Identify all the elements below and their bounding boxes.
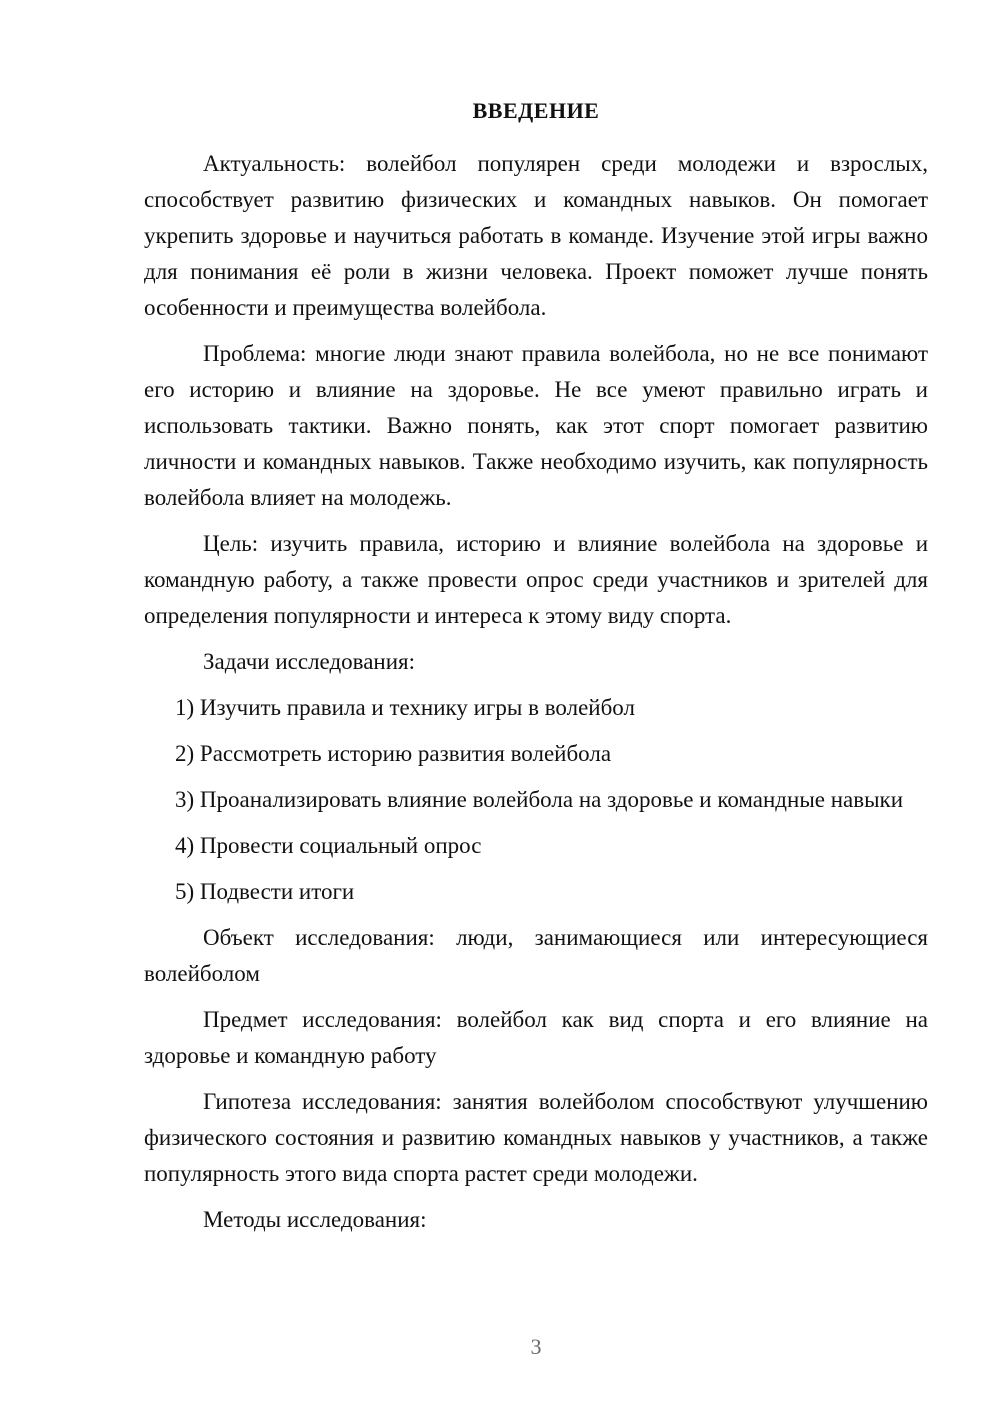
task-item-3: 3) Проанализировать влияние волейбола на здоровье и командные навыки xyxy=(175,787,904,812)
page-number: 3 xyxy=(530,1334,542,1359)
document-page xyxy=(144,0,928,1414)
document-body xyxy=(144,146,928,1248)
paragraph-goal: Цель: изучить правила, историю и влияние волейбола на здоровье и командную работу, а также провести опрос среди участников и зрителей для определения популярности и интереса к этому виду спорта. xyxy=(144,531,928,628)
task-item-1: 1) Изучить правила и технику игры в волейбол xyxy=(175,695,635,720)
task-item-5: 5) Подвести итоги xyxy=(175,879,355,904)
paragraph-problem: Проблема: многие люди знают правила волейбола, но не все понимают его историю и влияние на здоровье. Не все умеют правильно играть и использовать тактики. Важно понять, как этот спорт помогает развитию личности и командных навыков. Также необходимо изучить, как популярность волейбола влияет на молодежь. xyxy=(144,341,928,510)
paragraph-relevance: Актуальность: волейбол популярен среди молодежи и взрослых, способствует развитию физических и командных навыков. Он помогает укрепить здоровье и научиться работать в команде. Изучение этой игры важно для понимания её роли в жизни человека. Проект поможет лучше понять особенности и преимущества волейбола. xyxy=(144,151,928,320)
paragraph-methods: Методы исследования: xyxy=(203,1207,427,1232)
paragraph-subject: Предмет исследования: волейбол как вид спорта и его влияние на здоровье и командную работу xyxy=(144,1007,928,1068)
paragraph-object: Объект исследования: люди, занимающиеся или интересующиеся волейболом xyxy=(144,925,928,986)
section-title: ВВЕДЕНИЕ xyxy=(472,98,600,123)
paragraph-tasks-heading: Задачи исследования: xyxy=(203,649,416,674)
paragraph-hypothesis: Гипотеза исследования: занятия волейболом способствуют улучшению физического состояния и развитию командных навыков у участников, а также популярность этого вида спорта растет среди молодежи. xyxy=(144,1089,928,1186)
task-item-2: 2) Рассмотреть историю развития волейбола xyxy=(175,741,612,766)
task-item-4: 4) Провести социальный опрос xyxy=(175,833,482,858)
